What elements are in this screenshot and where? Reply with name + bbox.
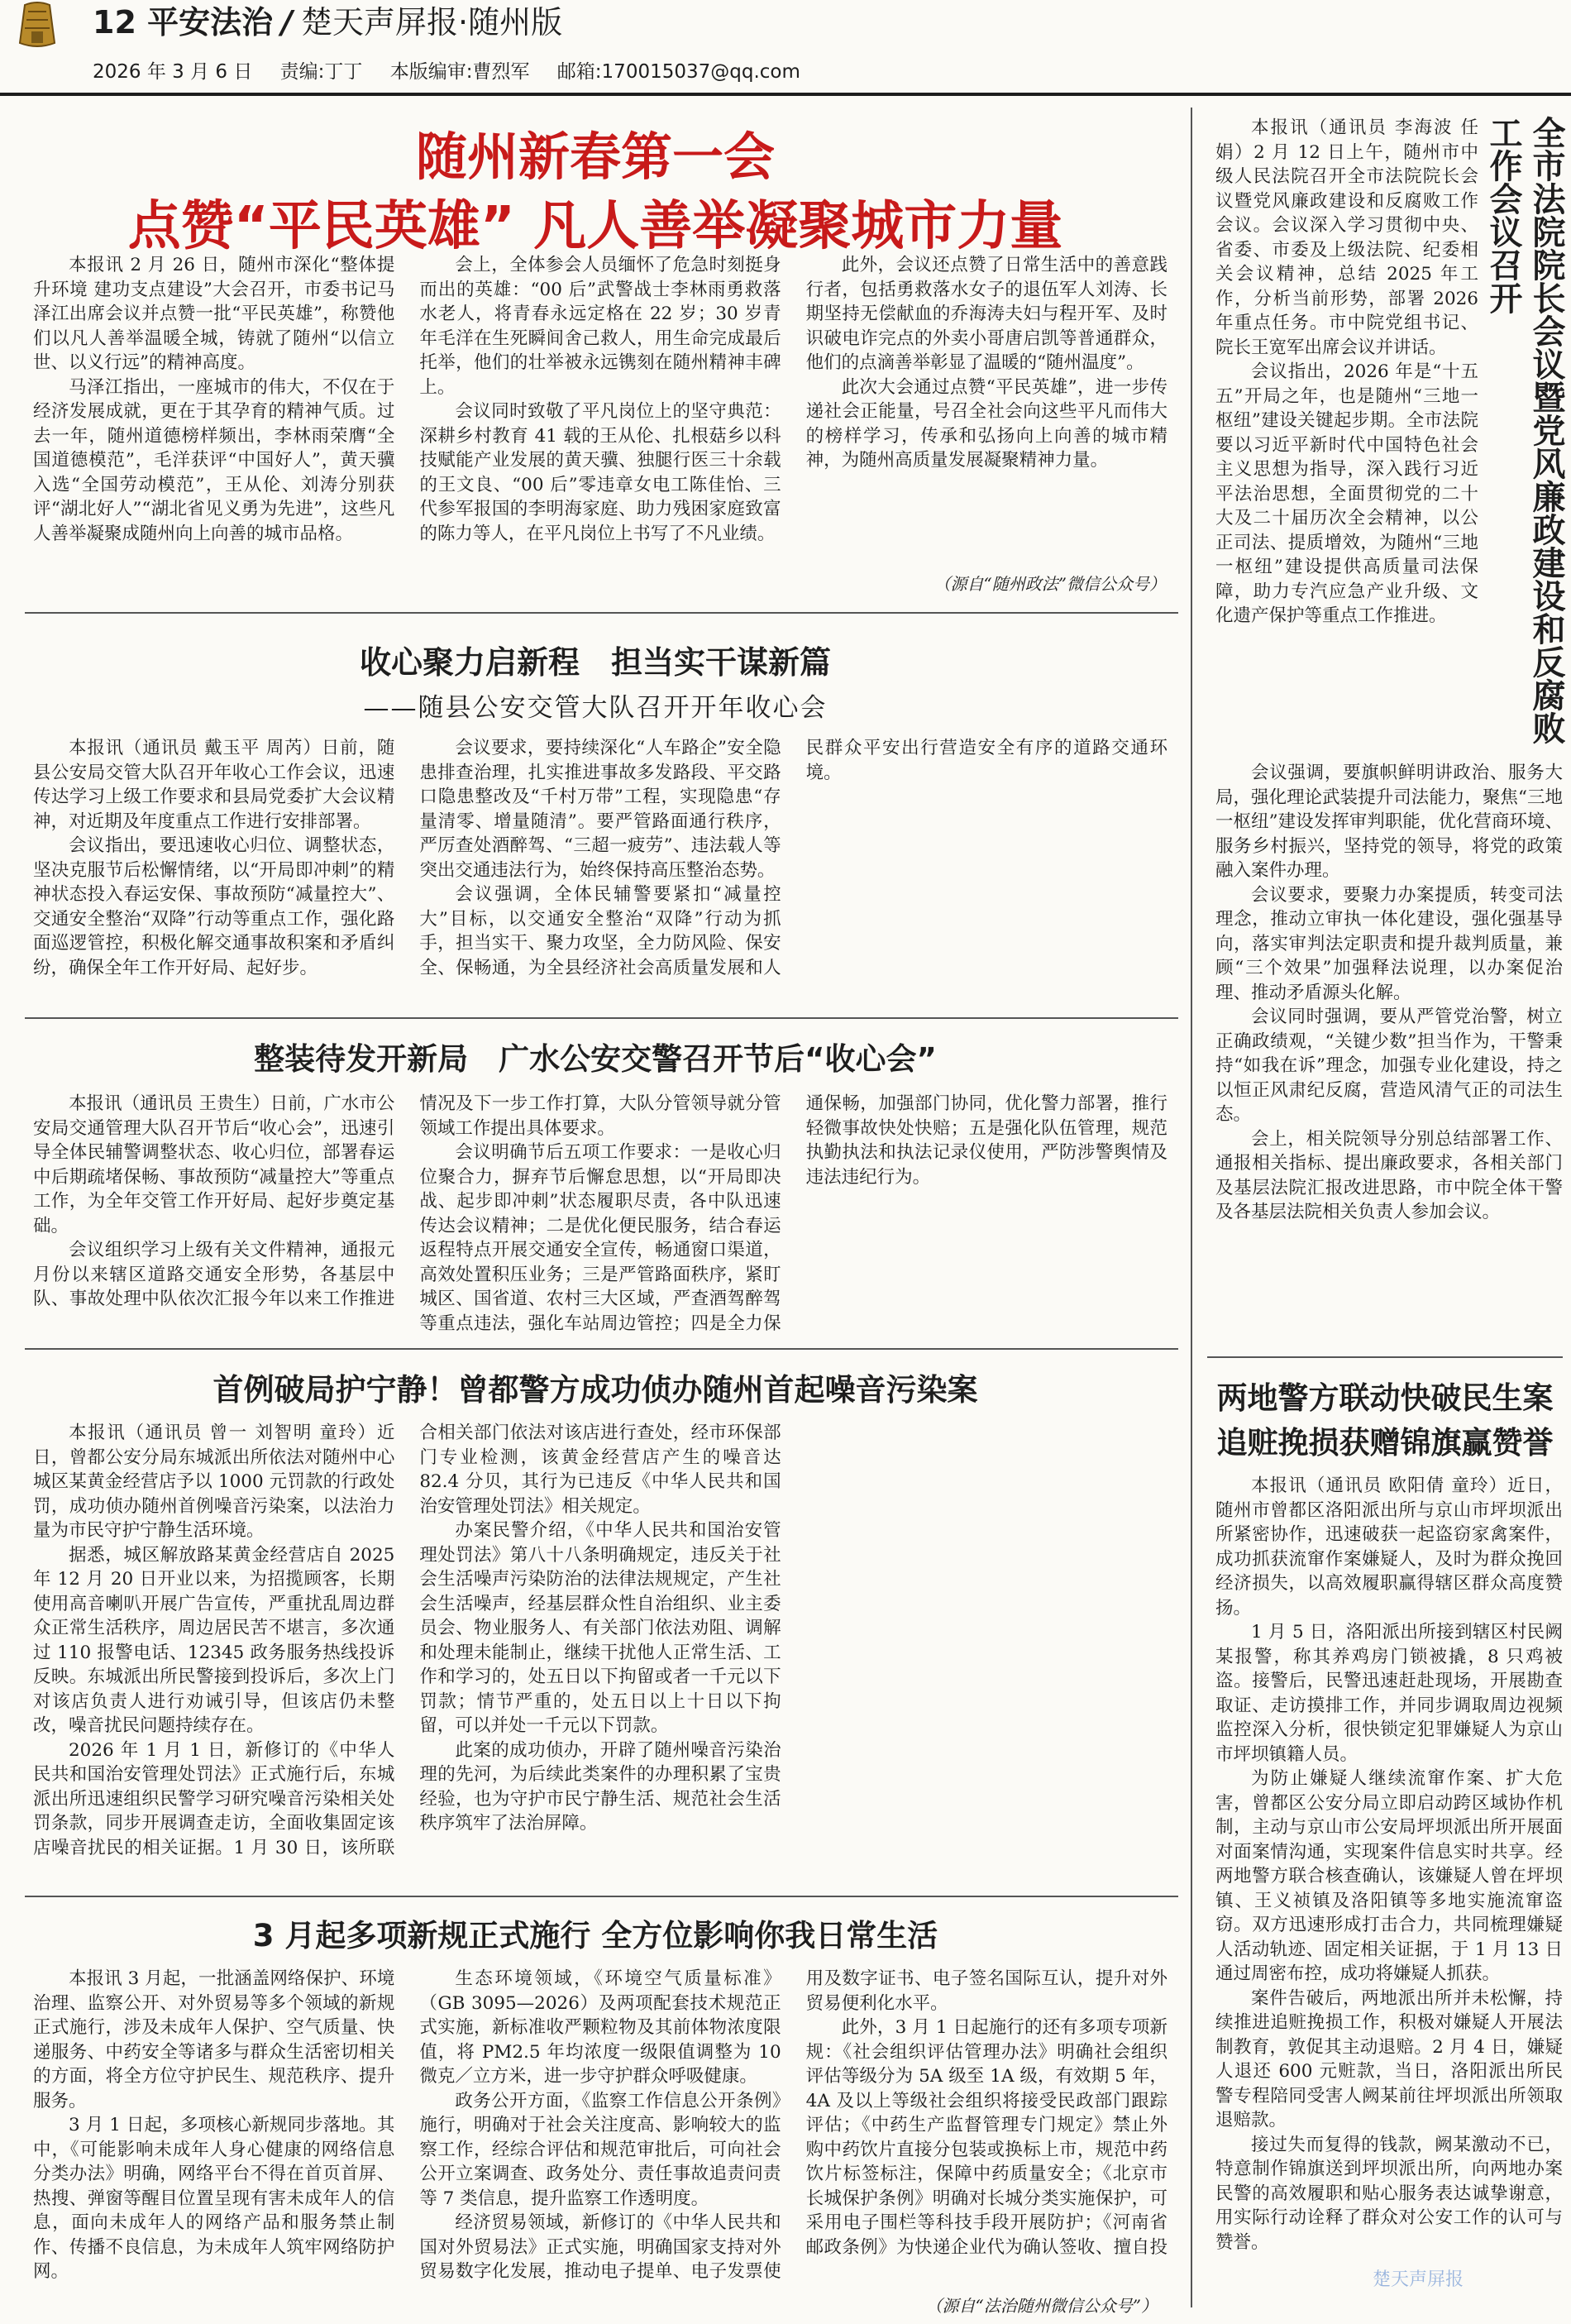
- paragraph: 会议指出，要迅速收心归位、调整状态，坚决克服节后松懈情绪，以“开局即冲刺”的精神状态投入春运安保、事故预防“减量控大”、交通安全整治“双降”行动等重点工作，强化路面巡逻管控，积极化解交通事故积案和矛盾纠纷，确保全年工作开好局、起好步。: [33, 835, 395, 978]
- paragraph: 此外，3 月 1 日起施行的还有多项专项新规：《社会组织评估管理办法》明确社会组织评估等级分为 5A 级至 1A 级，有效期 5 年，4A 及以上等级社会组织将接受民政部门跟踪评估；《中药生产监督管理专门规定》禁止外购中药饮片直接分包装或换标上市，规范中药饮片标签标注，保障中药质量安全；《北京市长城保护条例》明确对长城分类实施保护，可采用电子围栏等科技手段开展防护；《河南省邮政条例》为快递企业代为确认签收、擅自投: [805, 2017, 1168, 2258]
- divider-1: [25, 612, 1178, 614]
- a2-body: [33, 736, 1168, 1005]
- divider-right: [1207, 1356, 1563, 1358]
- a5-source: （源自“法治随州微信公众号”）: [925, 2296, 1158, 2316]
- issue-meta: [93, 56, 822, 84]
- paragraph: 本报讯（通讯员 欧阳倩 童玲）近日，随州市曾都区洛阳派出所与京山市坪坝派出所紧密协作，迅速破获一起盗窃家禽案件，成功抓获流窜作案嫌疑人，及时为群众挽回经济损失，以高效履职赢得辖区群众高度赞扬。: [1215, 1475, 1563, 1619]
- layout-editor: 本版编审:曹烈军: [389, 61, 530, 83]
- a3-title: 整装待发开新局 广水公安交警召开节后“收心会”: [254, 1041, 937, 1077]
- issue-date: 2026 年 3 月 6 日: [93, 61, 253, 83]
- paragraph: 本报讯 2 月 26 日，随州市深化“整体提升环境 建功支点建设”大会召开，市委书记马泽江出席会议并点赞一批“平民英雄”，称赞他们以凡人善举温暖全城，铸就了随州“以信立世、以义行远”的精神高度。: [33, 255, 395, 373]
- editor: 责编:丁丁: [279, 61, 363, 83]
- paragraph: 1 月 5 日，洛阳派出所接到辖区村民阙某报警，称其养鸡房门锁被撬，8 只鸡被盗。接警后，民警迅速赶赴现场，开展勘查取证、走访摸排工作，并同步调取周边视频监控深入分析，很快锁定犯罪嫌疑人为京山市坪坝镇籍人员。: [1215, 1622, 1563, 1765]
- paragraph: 会上，相关院领导分别总结部署工作、通报相关指标、提出廉政要求，各相关部门及基层法院汇报改进思路，市中院全体干警及各基层法院相关负责人参加会议。: [1215, 1128, 1563, 1222]
- paragraph: 本报讯（通讯员 王贵生）日前，广水市公安局交通管理大队召开节后“收心会”，迅速引导全体民辅警调整状态、收心归位，部署春运中后期疏堵保畅、事故预防“减量控大”等重点工作，为全年交管工作开好局、起好步奠定基础。: [33, 1093, 395, 1236]
- paragraph: 经济贸易领域，新修订的《中华人民共和国对外贸易法》正式实施，明确国家支持对外贸易数字化发展，推动电子提单、电子发票使用及数字证书、电子签名国际互认，提升对外贸易便利化水平。: [419, 1968, 1168, 2282]
- a7-title-line1: 两地警方联动快破民生案: [1216, 1380, 1554, 1416]
- paragraph: 3 月 1 日起，多项核心新规同步落地。其中，《可能影响未成年人身心健康的网络信息分类办法》明确，网络平台不得在首页首屏、热搜、弹窗等醒目位置呈现有害未成年人的信息，面向未成年人的网络产品和服务禁止制作、传播不良信息，为未成年人筑牢网络防护网。: [33, 2115, 395, 2282]
- paragraph: 会议指出，2026 年是“十五五”开局之年，也是随州“三地一枢纽”建设关键起步期。全市法院要以习近平新时代中国特色社会主义思想为指导，深入践行习近平法治思想，全面贯彻党的二十大及二十届历次全会精神，以公正司法、提质增效，为随州“三地一枢纽”建设提供高质量司法保障，助力专汽应急产业升级、文化遗产保护等重点工作推进。: [1215, 361, 1478, 626]
- paragraph: 本报讯（通讯员 戴玉平 周芮）日前，随县公安局交管大队召开年收心工作会议，迅速传达学习上级工作要求和县局党委扩大会议精神，对近期及年度重点工作进行安排部署。: [33, 738, 395, 832]
- a3-body: [33, 1092, 1168, 1336]
- email: 邮箱:170015037@qq.com: [556, 61, 800, 83]
- a2-title: 收心聚力启新程 担当实干谋新篇: [359, 644, 831, 681]
- paragraph: 案件告破后，两地派出所并未松懈，持续推进追赃挽损工作，积极对嫌疑人开展法制教育，敦促其主动退赔。2 月 4 日，嫌疑人退还 600 元赃款，当日，洛阳派出所民警专程陪同受害人阙某前往坪坝派出所领取退赔款。: [1215, 1987, 1563, 2130]
- paragraph: 会议同时强调，要从严管党治警，树立正确政绩观，“关键少数”担当作为，干警秉持“如我在诉”理念，加强专业化建设，持之以恒正风肃纪反腐，营造风清气正的司法生态。: [1215, 1007, 1563, 1125]
- a6-body-bottom: [1215, 761, 1563, 1373]
- paragraph: 此案的成功侦办，开辟了随州噪音污染治理的先河，为后续此类案件的办理积累了宝贵经验，也为守护市民宁静生活、规范社会生活秩序筑牢了法治屏障。: [419, 1739, 781, 1834]
- section-name: 平安法治: [147, 4, 274, 41]
- a5-body: [33, 1967, 1168, 2286]
- a1-source: （源自“随州政法”微信公众号）: [934, 574, 1166, 594]
- paragraph: 2026 年 1 月 1 日，新修订的《中华人民共和国治安管理处罚法》正式施行后，东城派出所迅速组织民警学习研究噪音污染相关处罚条款，同步开展调查走访，全面收集固定该店噪音扰民的相关证据。1 月 30 日，该所联合相关部门依法对该店进行查处，经市环保部门专业检测，该黄金经营店产生的噪音达 82.4 分贝，其行为已违反《中华人民共和国治安管理处罚法》相关规定。: [33, 1423, 781, 1858]
- paragraph: 此次大会通过点赞“平民英雄”，进一步传递社会正能量，号召全社会向这些平凡而伟大的榜样学习，传承和弘扬向上向善的城市精神，为随州高质量发展凝聚精神力量。: [805, 376, 1168, 471]
- page-number: 12: [93, 4, 136, 41]
- a7-title-line2: 追赃挽损获赠锦旗赢赞誉: [1216, 1425, 1554, 1461]
- a4-body: [33, 1421, 1168, 1884]
- paragraph: 会议要求，要聚力办案提质，转变司法理念，推动立审执一体化建设，强化强基导向，落实审判法定职责和提升裁判质量，兼顾“三个效果”加强释法说理，以办案促治理、推动矛盾源头化解。: [1215, 884, 1563, 1003]
- masthead-rule: [0, 93, 1571, 96]
- paragraph: 会议要求，要持续深化“人车路企”安全隐患排查治理，扎实推进事故多发路段、平交路口隐患整改及“千村万带”工程，实现隐患“存量清零、增量随清”。要严管路面通行秩序，严厉查处酒醉驾、“三超一疲劳”、违法载人等突出交通违法行为，始终保持高压整治态势。: [419, 738, 781, 881]
- bronze-bell-logo: [8, 0, 66, 53]
- divider-4: [25, 1896, 1178, 1897]
- paragraph: 本报讯 3 月起，一批涵盖网络保护、环境治理、监察公开、对外贸易等多个领域的新规正式施行，涉及未成年人保护、空气质量、快递服务、中药安全等诸多与群众生活密切相关的方面，将全方位守护民生、规范秩序、提升服务。: [33, 1968, 395, 2111]
- watermark: 楚天声屏报: [1372, 2269, 1464, 2290]
- section-divider: [1191, 108, 1192, 2307]
- paragraph: 此外，会议还点赞了日常生活中的善意践行者，包括勇救落水女子的退伍军人刘涛、长期坚持无偿献血的乔海涛夫妇与程开军、及时识破电诈完点的外卖小哥唐启凯等普通群众，他们的点滴善举彰显了温暖的“随州温度”。: [805, 255, 1168, 373]
- paragraph: 会上，全体参会人员缅怀了危急时刻挺身而出的英雄：“00 后”武警战士李林雨勇救落水老人，将青春永远定格在 22 岁；30 岁青年毛洋在生死瞬间舍己救人，用生命完成最后托举，他们的壮举被永远镌刻在随州精神丰碑上。: [419, 255, 781, 398]
- paragraph: 会议强调，全体民辅警要紧扣“减量控大”目标，以交通安全整治“双降”行动为抓手，担当实干、聚力攻坚，全力防风险、保安全、保畅通，为全县经济社会高质量发展和人民群众平安出行营造安全有序的道路交通环境。: [419, 738, 1168, 978]
- paragraph: 会议强调，要旗帜鲜明讲政治、服务大局，强化理论武装提升司法能力，聚焦“三地一枢纽”建设发挥审判职能，优化营商环境、服务乡村振兴，坚持党的领导，将党的政策融入案件办理。: [1215, 763, 1563, 881]
- paragraph: 会议明确节后五项工作要求：一是收心归位聚合力，摒弃节后懈怠思想，以“开局即决战、起步即冲刺”状态履职尽责，各中队迅速传达会议精神；二是优化便民服务，结合春运返程特点开展交通安全宣传，畅通窗口渠道，高效处置积压业务；三是严管路面秩序，紧盯城区、国省道、农村三大区域，严查酒驾醉驾等重点违法，强化车站周边管控；四是全力保通保畅，加强部门协同，优化警力部署，推行轻微事故快处快赔；五是强化队伍管理，规范执勤执法和执法记录仪使用，严防涉警舆情及违法违纪行为。: [419, 1093, 1168, 1334]
- a2-subtitle: ——随县公安交管大队召开开年收心会: [363, 693, 828, 723]
- paragraph: 本报讯（通讯员 李海波 任娟）2 月 12 日上午，随州市中级人民法院召开全市法院院长会议暨党风廉政建设和反腐败工作会议。会议深入学习贯彻中央、省委、市委及上级法院、纪委相关会议精神，总结 2025 年工作，分析当前形势，部署 2026 年重点任务。市中院党组书记、院长王宽军出席会议并讲话。: [1215, 117, 1478, 358]
- divider-2: [25, 1017, 1178, 1019]
- a1-body: [33, 253, 1168, 592]
- a4-title: 首例破局护宁静！曾都警方成功侦办随州首起噪音污染案: [212, 1372, 978, 1408]
- a5-title: 3 月起多项新规正式施行 全方位影响你我日常生活: [252, 1918, 938, 1953]
- paragraph: 办案民警介绍，《中华人民共和国治安管理处罚法》第八十八条明确规定，违反关于社会生活噪声污染防治的法律法规规定，产生社会生活噪声，经基层群众性自治组织、业主委员会、物业服务人、有关部门依法劝阻、调解和处理未能制止，继续干扰他人正常生活、工作和学习的，处五日以下拘留或者一千元以下罚款；情节严重的，处五日以上十日以下拘留，可以并处一千元以下罚款。: [419, 1520, 781, 1736]
- paragraph: 会议同时致敬了平凡岗位上的坚守典范：深耕乡村教育 41 载的王从伦、扎根菇乡以科技赋能产业发展的黄天骥、独腿行医三十余载的王文良、“00 后”零违章女电工陈佳怡、三代参军报国的李明海家庭、助力残困家庭致富的陈力等人，在平凡岗位上书写了不凡业绩。: [419, 401, 781, 544]
- page-header: 12 平安法治 / 楚天声屏报·随州版: [93, 4, 563, 41]
- paragraph: 接过失而复得的钱款，阙某激动不已，特意制作锦旗送到坪坝派出所，向两地办案民警的高效履职和贴心服务表达诚挚谢意，用实际行动诠释了群众对公安工作的认可与赞誉。: [1215, 2134, 1563, 2253]
- paragraph: 政务公开方面，《监察工作信息公开条例》施行，明确对于社会关注度高、影响较大的监察工作，经综合评估和规范审批后，可向社会公开立案调查、政务处分、责任事故追责问责等 7 类信息，提升监察工作透明度。: [419, 2090, 781, 2209]
- a1-title-line1: 随州新春第一会: [415, 127, 775, 187]
- a7-body: [1215, 1474, 1563, 2309]
- paragraph: 本报讯（通讯员 曾一 刘智明 童玲）近日，曾都公安分局东城派出所依法对随州中心城区某黄金经营店予以 1000 元罚款的行政处罚，成功侦办随州首例噪音污染案，以法治力量为市民守护宁静生活环境。: [33, 1423, 395, 1541]
- paragraph: 生态环境领域，《环境空气质量标准》（GB 3095—2026）及两项配套技术规范正式实施，新标准收严颗粒物及其前体物浓度限值，将 PM2.5 年均浓度一级限值调整为 10 微克／立方米，进一步守护群众呼吸健康。: [419, 1968, 781, 2087]
- paragraph: 会议组织学习上级有关文件精神，通报元月份以来辖区道路交通安全形势，各基层中队、事故处理中队依次汇报今年以来工作推进情况及下一步工作打算，大队分管领导就分管领域工作提出具体要求。: [33, 1093, 781, 1309]
- a1-title-line2: 点赞“平民英雄” 凡人善举凝聚城市力量: [127, 196, 1063, 257]
- a6-title: 全市法院院长会议暨党风廉政建设和反腐败工作会议召开: [1484, 116, 1565, 744]
- divider-3: [25, 1348, 1178, 1350]
- a6-body-top: [1215, 116, 1478, 761]
- paragraph: 据悉，城区解放路某黄金经营店自 2025 年 12 月 20 日开业以来，为招揽顾客，长期使用高音喇叭开展广告宣传，严重扰乱周边群众正常生活秩序，周边居民苦不堪言，多次通过 110 报警电话、12345 政务服务热线投诉反映。东城派出所民警接到投诉后，多次上门对该店负责人进行劝诫引导，但该店仍未整改，噪音扰民问题持续存在。: [33, 1544, 395, 1736]
- edition-name: 楚天声屏报·随州版: [301, 4, 563, 41]
- paragraph: 马泽江指出，一座城市的伟大，不仅在于经济发展成就，更在于其孕育的精神气质。过去一年，随州道德榜样频出，李林雨荣膺“全国道德模范”，毛洋获评“中国好人”，黄天骥入选“全国劳动模范”，王从伦、刘涛分别获评“湖北好人”“湖北省见义勇为先进”，这些凡人善举凝聚成随州向上向善的城市品格。: [33, 376, 395, 544]
- paragraph: 为防止嫌疑人继续流窜作案、扩大危害，曾都区公安分局立即启动跨区域协作机制，主动与京山市公安局坪坝派出所开展面对面案情沟通，实现案件信息实时共享。经两地警方联合核查确认，该嫌疑人曾在坪坝镇、王义祯镇及洛阳镇等多地实施流窜盗窃。双方迅速形成打击合力，共同梳理嫌疑人活动轨迹、固定相关证据，于 1 月 13 日通过周密布控，成功将嫌疑人抓获。: [1215, 1768, 1563, 1984]
